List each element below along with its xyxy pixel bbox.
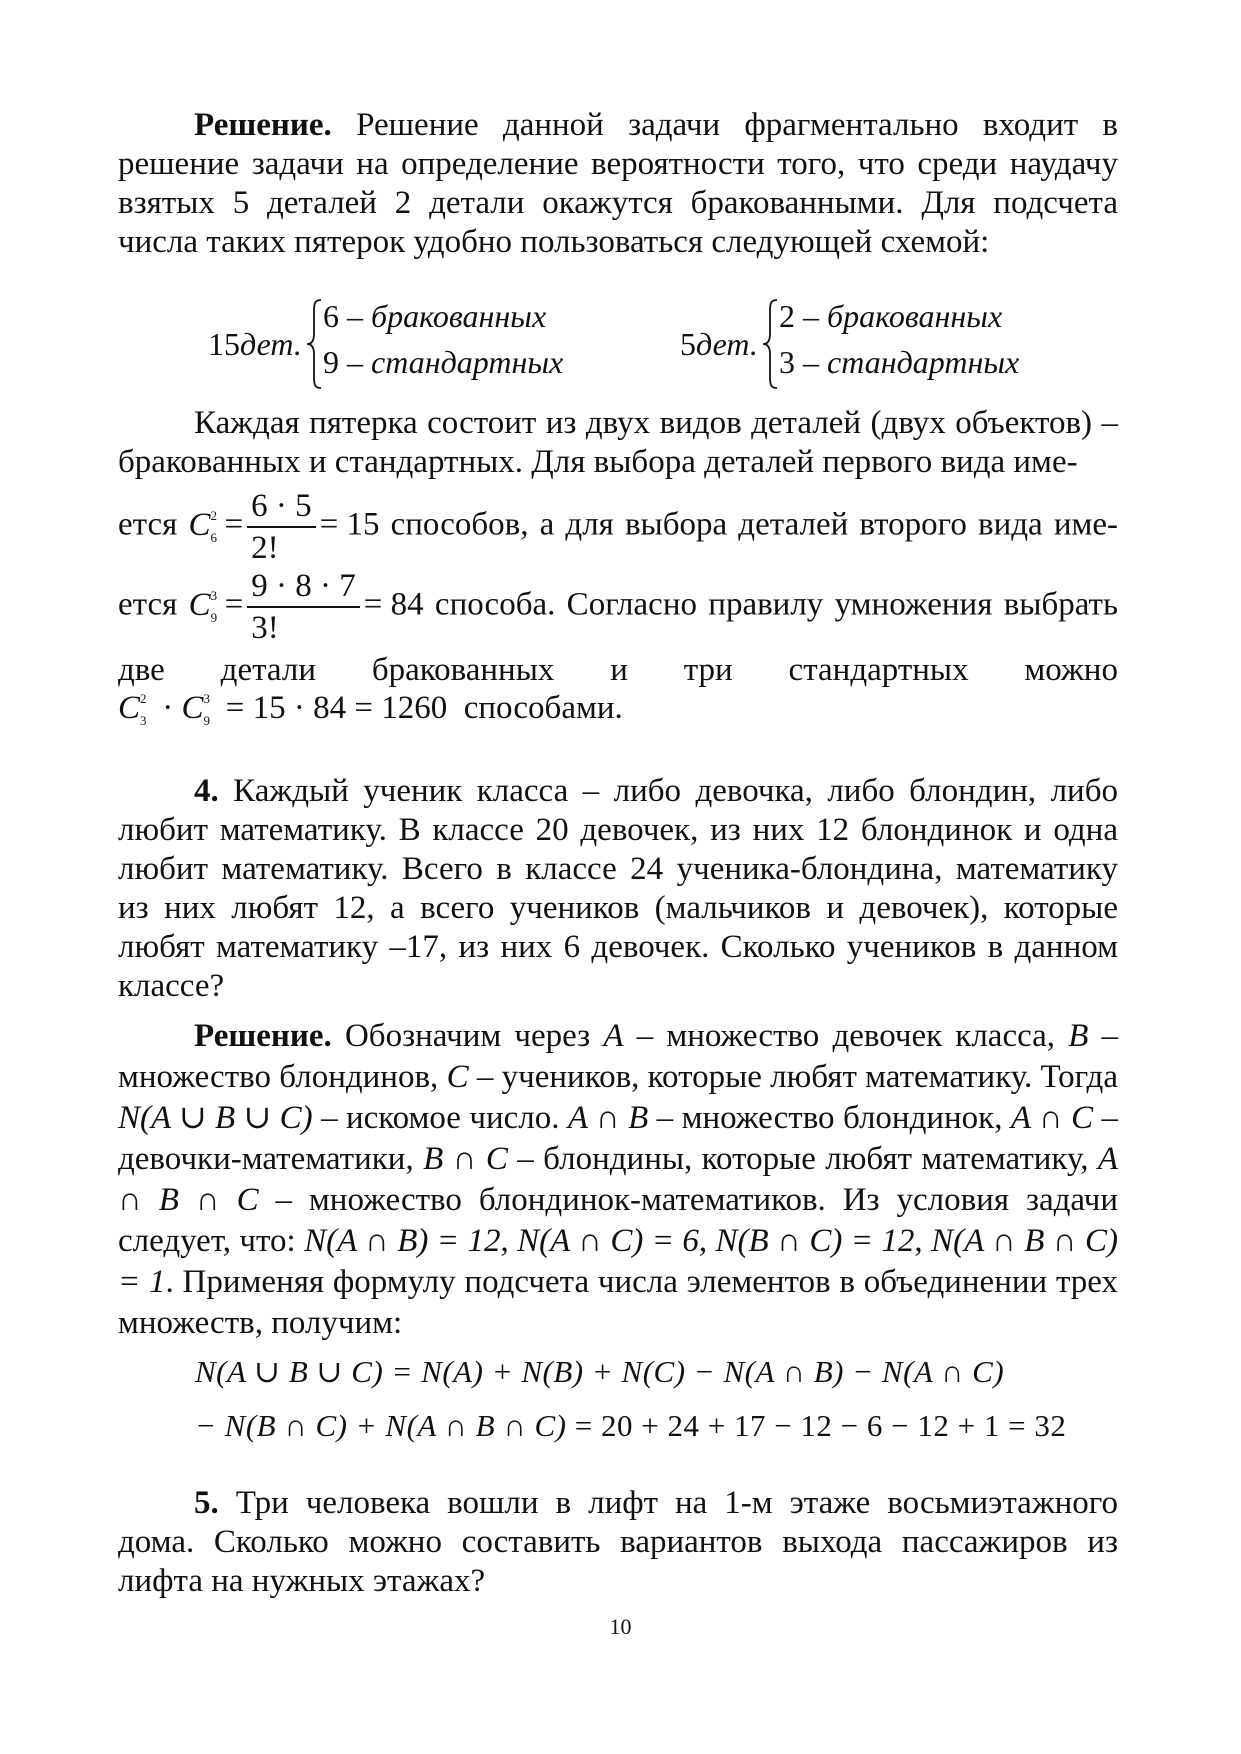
c62-prefix: ется <box>118 506 178 543</box>
word: можно <box>1024 652 1118 688</box>
product-expression: = 15 · 84 = 1260 <box>225 690 448 726</box>
c93-fraction: $\frac{9 \cdot 8 \cdot 7}{3!}$ <box>247 566 359 648</box>
c93-suffix: способа. Согласно правилу умножения выбрать <box>434 586 1119 623</box>
formula-line-2-numbers: = 20 + 24 + 17 − 12 − 6 − 12 + 1 = 32 <box>566 1408 1067 1443</box>
product-suffix: способами. <box>463 690 623 726</box>
solution-paragraph-1 <box>118 106 1118 262</box>
scheme-right-row1-text: бракованных <box>827 298 1003 334</box>
solution-paragraph-2: Решение. Обозначим через A – множество девочек класса, B – множество блондинов, C – учеников, которые любят математику. Тогда N(A ∪ B ∪ C) – искомое число. A ∩ B – множество блондинок, A ∩ C – девочки-математики, B ∩ C – блондины, которые любят математику, A ∩ B ∩ C – множество блондинок-математиков. Из условия задачи следует, что: N(A ∩ B) = 12, N(A ∩ C) = 6, N(B ∩ C) = 12, N(A ∩ B ∩ C) = 1. Применяя формулу подсчета числа элементов в объединении трех множеств, получим: <box>118 1018 1119 1341</box>
intersection-abc: A ∩ B ∩ C <box>118 1141 1119 1218</box>
union-expr: N(A ∪ B ∪ C) <box>118 1100 313 1136</box>
scheme-left-row1-text: бракованных <box>371 298 547 334</box>
solution-text: Решение данной задачи фрагментально входит в решение задачи на определение вероятности того, что среди наудачу взятых 5 деталей 2 детали окажутся бракованными. Для подсчета числа таких пятерок удобно пользоваться следующей схемой: <box>118 107 1118 260</box>
word: детали <box>220 652 316 688</box>
scheme-right-row2-num: 3 <box>779 344 795 380</box>
word: три <box>683 652 733 688</box>
document-page: Решение. Решение данной задачи фрагментально входит в решение задачи на определение вероятности того, что среди наудачу взятых 5 деталей 2 детали окажутся бракованными. Для подсчета числа таких пятерок удобно пользоваться следующей схемой: 15дет. 6 – бракованных 9 – стандартных 5дет. 2 – бракованных 3 – стандартных Каждая пятерка состоит из двух видов деталей (двух объектов) – бракованных и стандартных. Для выбора деталей первого вида име- ется C 2 6 = $\frac{6 \cdot 5}{2!}$ = 15 способов, а для выбора деталей второго вида име- ется C 3 9 = $\frac{9 \cdot 8 \cdot 7}{3!}$ = 84 способа. Согласно правилу умножения выбрать две детали бракованных и три стандартных можно C 2 3 · C 3 9 = 15 · 84 = 1260 способами. 4. Каждый ученик класса – либо девочка, либо блондин, либо любит математику. В классе 20 девочек, из них 12 блондинок и одна любит математику. Всего в классе 24 ученика-блондина, математику из них любят 12, а всего учеников (мальчиков и девочек), которые любят математику –17, из них 6 девочек. Сколько учеников в данном классе? Решение. Обозначим через A – множество девочек класса, B – множество блондинов, C – учеников, которые любят математику. Тогда N(A ∪ B ∪ C) – искомое число. A ∩ B – множество блондинок, A ∩ C – девочки-математики, B ∩ C – блондины, которые любят математику, A ∩ B ∩ C – множество блондинок-математиков. Из условия задачи следует, что: N(A ∩ B) = 12, N(A ∩ C) = 6, N(B ∩ C) = 12, N(A ∩ B ∩ C) = 1. Применяя формулу подсчета числа элементов в объединении трех множеств, получим: N(A ∪ B ∪ C) = N(A) + N(B) + N(C) − N(A ∩ B) − N(A ∩ C) − N(B ∩ C) + N(A ∩ B ∩ C) = 20 + 24 + 17 − 12 − 6 − 12 + 1 = 32 5. Три человека вошли в лифт на 1-м этаже восьмиэтажного дома. Сколько можно составить вариантов выхода пассажиров из лифта на нужных этажах? 10 <box>0 0 1241 1754</box>
intersection-ab: A ∩ B <box>567 1100 649 1136</box>
formula-line-2 <box>195 1408 1066 1444</box>
n-ac: N(A ∩ C) = 6 <box>517 1223 699 1259</box>
c93-line <box>118 566 1118 648</box>
formula-line-2-symbols: − N(B ∩ C) + N(A ∩ B ∩ C) <box>195 1408 567 1443</box>
problem-5-text: Три человека вошли в лифт на 1-м этаже восьмиэтажного дома. Сколько можно составить вариантов выхода пассажиров из лифта на нужных этажах? <box>118 1485 1118 1599</box>
solution-label: Решение. <box>194 107 332 143</box>
set-a: A <box>603 1018 624 1054</box>
word: и <box>610 652 628 688</box>
word: бракованных <box>371 652 555 688</box>
scheme-left-row1-num: 6 <box>323 298 339 334</box>
scheme-left-count: 15 <box>208 326 240 362</box>
c93-result: = 84 <box>363 586 424 623</box>
problem-4 <box>118 772 1118 1006</box>
problem-5 <box>118 1484 1118 1601</box>
problem-4-number: 4. <box>194 773 219 809</box>
set-b: B <box>1068 1018 1089 1054</box>
scheme-left-row2-text: стандартных <box>371 344 564 380</box>
n-ab: N(A ∩ B) = 12 <box>304 1223 501 1259</box>
intersection-ac: A ∩ C <box>1010 1100 1094 1136</box>
problem-5-number: 5. <box>194 1485 219 1521</box>
spread-words-line <box>118 652 1118 689</box>
c62-result: = 15 <box>319 506 380 543</box>
c93-symbol: C 3 9 <box>188 586 218 625</box>
scheme-left-unit: дет. <box>240 326 302 362</box>
c62-fraction: $\frac{6 \cdot 5}{2!}$ <box>247 486 316 568</box>
n-bc: N(B ∩ C) = 12 <box>715 1223 915 1259</box>
scheme-right-brace <box>762 298 778 390</box>
c62-symbol: C 2 6 <box>188 506 217 545</box>
product-line: C 2 3 · C 3 9 = 15 · 84 = 1260 способами. <box>118 690 623 728</box>
n-abc: N(A ∩ B ∩ C) = 1 <box>118 1223 1119 1300</box>
word: стандартных <box>788 652 969 688</box>
formula-line-1: N(A ∪ B ∪ C) = N(A) + N(B) + N(C) − N(A ∩ B) − N(A ∩ C) <box>195 1354 1005 1389</box>
scheme-right-unit: дет. <box>696 326 758 362</box>
c62-formula: C 2 6 = $\frac{6 \cdot 5}{2!}$ = 15 <box>188 488 380 566</box>
c62-line <box>118 486 1118 568</box>
word: две <box>118 652 165 688</box>
scheme-left-brace <box>306 298 322 390</box>
c93-formula: C 3 9 = $\frac{9 \cdot 8 \cdot 7}{3!}$ = 84 <box>188 568 424 646</box>
scheme-right-count: 5 <box>680 326 696 362</box>
c93-prefix: ется <box>118 586 178 623</box>
c93-symbol-2: C 3 9 <box>181 690 211 728</box>
page-number: 10 <box>609 1614 632 1639</box>
pyaterka-paragraph: Каждая пятерка состоит из двух видов деталей (двух объектов) – бракованных и стандартных. Для выбора деталей первого вида име- <box>118 405 1118 480</box>
c62-suffix: способов, а для выбора деталей второго вида име- <box>390 506 1119 543</box>
c32-symbol: C 2 3 <box>118 690 147 728</box>
problem-4-text: Каждый ученик класса – либо девочка, либо блондин, либо любит математику. В классе 20 девочек, из них 12 блондинок и одна любит математику. Всего в классе 24 ученика-блондина, математику из них любят 12, а всего учеников (мальчиков и девочек), которые любят математику –17, из них 6 девочек. Сколько учеников в данном классе? <box>118 773 1118 1004</box>
intersection-bc: B ∩ C <box>423 1141 508 1177</box>
scheme-left-row2-num: 9 <box>323 344 339 380</box>
solution-2-label: Решение. <box>194 1018 332 1054</box>
set-c: C <box>446 1059 469 1095</box>
scheme-right-row1-num: 2 <box>779 298 795 334</box>
scheme-right-row2-text: стандартных <box>827 344 1020 380</box>
